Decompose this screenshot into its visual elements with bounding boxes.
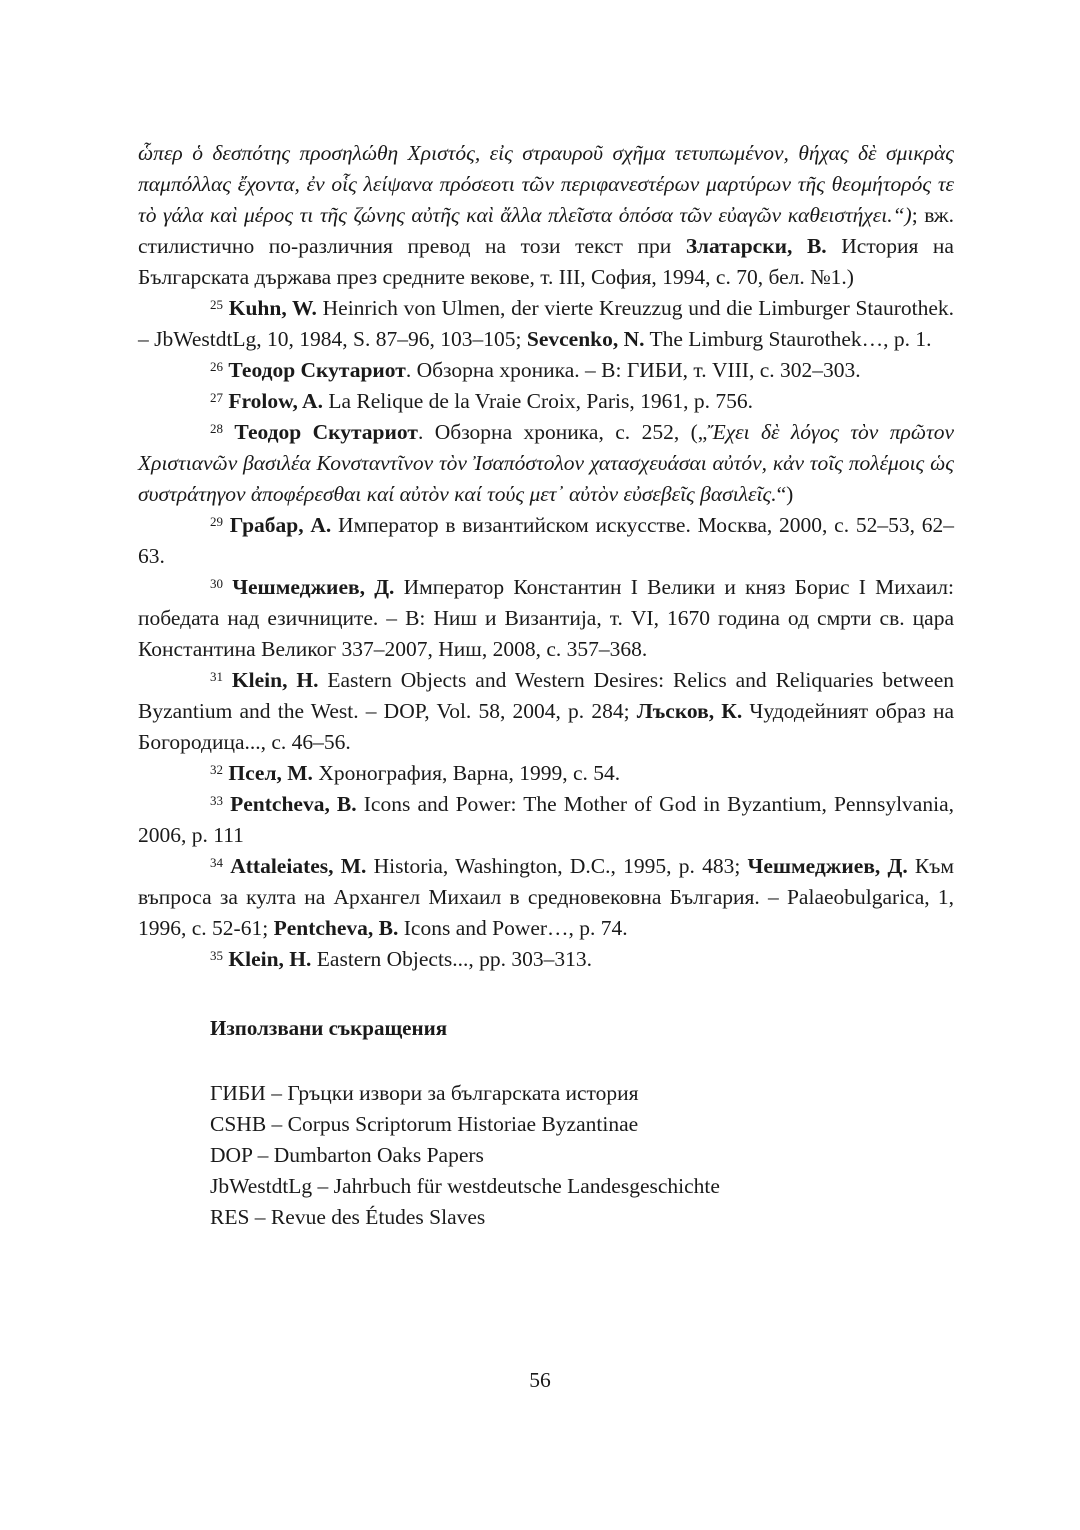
footnote-29: $^{29}$ Грабар, А. Император в византийском искусстве. Москва, 2000, с. 52–53, 62–63. (138, 513, 954, 568)
footnote-number: 32 (210, 762, 223, 777)
author-name: Чешмеджиев, Д. (232, 575, 395, 599)
author-name: Klein, H. (228, 947, 312, 971)
abbreviation-item: CSHB – Corpus Scriptorum Historiae Byzantinae (210, 1112, 639, 1136)
footnote-33: $^{33}$ Pentcheva, B. Icons and Power: The Mother of God in Byzantium, Pennsylvania, 2006, p. 111 (138, 792, 954, 847)
author-name: Pentcheva, B. (230, 792, 357, 816)
footnote-35: $^{35}$ Klein, H. Eastern Objects..., pp. 303–313. (210, 947, 593, 971)
author-name: Теодор Скутариот (228, 358, 406, 382)
author-name: Теодор Скутариот (234, 420, 418, 444)
footnote-number: 26 (210, 359, 223, 374)
footnote-31: $^{31}$ Klein, H. Eastern Objects and Western Desires: Relics and Reliquaries between Byzantium and the West. – DOP, Vol. 58, 2004, p. 284; Лъсков, К. Чудодейният образ на Богородица..., с. 46–56. (138, 668, 955, 754)
footnote-number: 34 (210, 855, 223, 870)
page-body (138, 138, 954, 1233)
footnote-28: $^{28}$ Теодор Скутариот. Обзорна хроника, с. 252, („Ἔχει δὲ λόγος τὸν πρῶτον Χριστιανῶν βασιλέα Κονσταντῖνον τὸν Ἰσαπόστολον χατασχευάσαι αὐτόν, κἀν τοῖς πολέμοις ὡς συστράτηγον ἀποφέρεσθαι καί αὐτὸν καί τούς μετ᾽ αὐτὸν εὐσεβεῖς βασιλεῖς.“) (138, 420, 954, 506)
footnote-number: 30 (210, 576, 223, 591)
footnote-27: $^{27}$ Frolow, A. La Relique de la Vraie Croix, Paris, 1961, p. 756. (210, 389, 753, 413)
author-name: Грабар, А. (229, 513, 332, 537)
greek-quote: ὧπερ ὁ δεσπότης προσηλώθη Χριστός, εἰς στραυροῦ σχῆμα τετυπωμένον, θήχας δὲ σμικρὰς παμπόλλας ἔχοντα, ἐν οἷς λείψανα πρόσεοτι τῶν περιφανεστέρων μαρτύρων τῆς θεομήτορός τε τὸ γάλα καὶ μέρος τι τῆς ζώνης αὐτῆς καὶ ἄλλα πλεῖστα ὁπόσα τῶν εὐαγῶν καθειστήχει.“) (138, 141, 954, 227)
author-name: Чешмеджиев, Д. (747, 854, 908, 878)
greek-quote: Ἔχει δὲ λόγος τὸν πρῶτον Χριστιανῶν βασιλέα Κονσταντῖνον τὸν Ἰσαπόστολον χατασχευάσαι αὐτόν, κἀν τοῖς πολέμοις ὡς συστράτηγον ἀποφέρεσθαι καί αὐτὸν καί τούς μετ᾽ αὐτὸν εὐσεβεῖς βασιλεῖς. (138, 420, 954, 506)
author-name: Klein, H. (231, 668, 319, 692)
page-number: 56 (529, 1368, 551, 1392)
author-name: Kuhn, W. (228, 296, 317, 320)
footnote-number: 28 (210, 421, 223, 436)
abbreviations-section (138, 1013, 954, 1233)
footnote-number: 35 (210, 948, 223, 963)
author-name: Sevcenko, N. (526, 327, 645, 351)
author-name: Attaleiates, M. (230, 854, 367, 878)
footnote-30: $^{30}$ Чешмеджиев, Д. Император Константин I Велики и княз Борис I Михаил: победата над езичниците. – В: Ниш и Византија, т. VI, 1670 година од смрти св. цара Константина Великог 337–2007, Ниш, 2008, с. 357–368. (138, 575, 954, 661)
abbreviation-item: RES – Revue des Études Slaves (210, 1205, 486, 1229)
footnote-25: $^{25}$ Kuhn, W. Heinrich von Ulmen, der vierte Kreuzzug und die Limburger Staurothek. – JbWestdtLg, 10, 1984, S. 87–96, 103–105; Sevcenko, N. The Limburg Staurothek…, p. 1. (138, 296, 954, 351)
footnote-number: 31 (210, 669, 223, 684)
footnote-continuation: ὧπερ ὁ δεσπότης προσηλώθη Χριστός, εἰς στραυροῦ σχῆμα τετυπωμένον, θήχας δὲ σμικρὰς παμπόλλας ἔχοντα, ἐν οἷς λείψανα πρόσεοτι τῶν περιφανεστέρων μαρτύρων τῆς θεομήτορός τε τὸ γάλα καὶ μέρος τι τῆς ζώνης αὐτῆς καὶ ἄλλα πλεῖστα ὁπόσα τῶν εὐαγῶν καθειστήχει.“); вж. стилистично по-различния превод на този текст при Златарски, В. История на Българската държава през средните векове, т. III, София, 1994, с. 70, бел. №1.) (138, 141, 954, 289)
author-name: Псел, М. (228, 761, 313, 785)
footnote-number: 29 (210, 514, 223, 529)
footnote-32: $^{32}$ Псел, М. Хронография, Варна, 1999, с. 54. (210, 761, 621, 785)
footnote-number: 27 (210, 390, 223, 405)
abbreviations-title: Използвани съкращения (210, 1016, 448, 1040)
abbreviations-list (210, 1078, 954, 1233)
abbreviation-item: JbWestdtLg – Jahrbuch für westdeutsche Landesgeschichte (210, 1174, 720, 1198)
footnote-number: 25 (210, 297, 223, 312)
author-name: Лъсков, К. (636, 699, 743, 723)
footnote-34: $^{34}$ Attaleiates, M. Historia, Washington, D.C., 1995, p. 483; Чешмеджиев, Д. Към въпроса за култа на Архангел Михаил в средновековна България. – Palaeobulgarica, 1, 1996, с. 52-61; Pentcheva, B. Icons and Power…, p. 74. (138, 854, 954, 940)
author-name: Златарски, В. (685, 234, 827, 258)
footnote-26: $^{26}$ Теодор Скутариот. Обзорна хроника. – В: ГИБИ, т. VIII, с. 302–303. (210, 358, 861, 382)
author-name: Pentcheva, B. (273, 916, 399, 940)
abbreviation-item: ГИБИ – Гръцки извори за българската история (210, 1081, 639, 1105)
abbreviation-item: DOP – Dumbarton Oaks Papers (210, 1143, 484, 1167)
footnote-number: 33 (210, 793, 223, 808)
author-name: Frolow, A. (228, 389, 323, 413)
